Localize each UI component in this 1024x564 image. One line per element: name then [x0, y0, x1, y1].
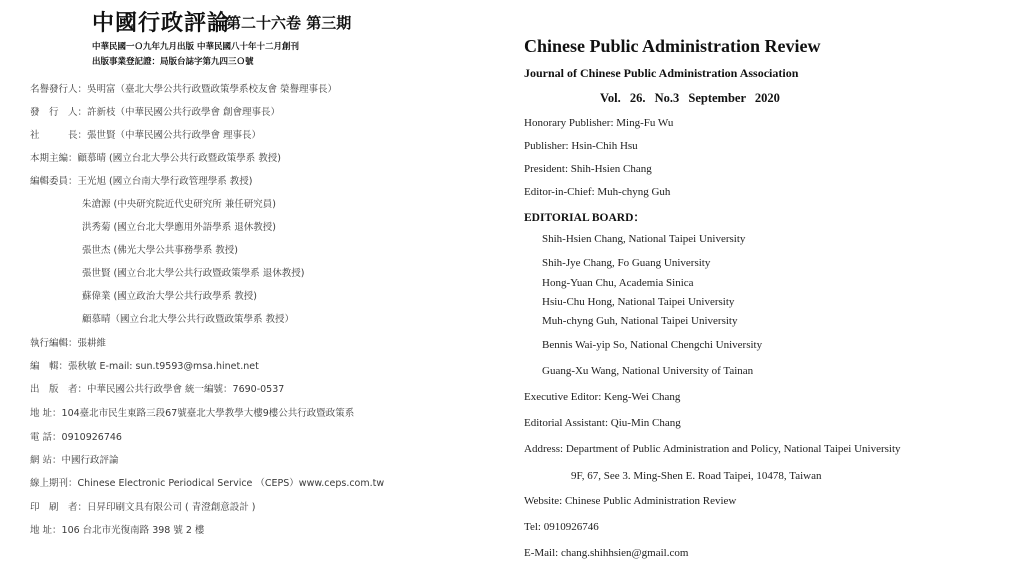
journal-title-en: Chinese Public Administration Review	[524, 36, 821, 56]
president-zh: 社 長：張世賢（中華民國公共行政學會 理事長）	[30, 130, 262, 141]
editor-zh: 編 輯：張秋敏 E-mail: sun.t9593@msa.hinet.net	[30, 361, 259, 372]
publication-date-zh: 中華民國一Ｏ九年九月出版 中華民國八十年十二月創刊	[92, 42, 299, 52]
board-member-en: Guang-Xu Wang, National University of Tainan	[542, 365, 754, 377]
board-member-zh: 張世賢 (國立台北大學公共行政暨政策學系 退休教授)	[82, 268, 305, 279]
journal-subtitle-en: Journal of Chinese Public Administration Association	[524, 66, 799, 80]
address-en: Address: Department of Public Administration and Policy, National Taipei University	[524, 443, 901, 455]
chinese-masthead	[0, 0, 470, 564]
website-en: Website: Chinese Public Administration Review	[524, 495, 737, 507]
honorary-publisher-zh: 名譽發行人：吳明富（臺北大學公共行政暨政策學系校友會 榮譽理事長）	[30, 84, 338, 95]
board-member-en: Bennis Wai-yip So, National Chengchi University	[542, 339, 763, 351]
publisher-org-zh: 出 版 者：中華民國公共行政學會 統一編號：7690-0537	[30, 384, 285, 395]
board-member-zh: 顧慕晴（國立台北大學公共行政暨政策學系 教授）	[82, 314, 295, 325]
printer-zh: 印 刷 者：日昇印刷文具有限公司 ( 青澄創意設計 )	[30, 502, 256, 513]
editorial-assistant-en: Editorial Assistant: Qiu-Min Chang	[524, 417, 681, 429]
editor-in-chief-zh: 本期主編：顧慕晴 (國立台北大學公共行政暨政策學系 教授)	[30, 153, 281, 164]
phone-en: Tel: 0910926746	[524, 521, 599, 533]
board-member-en: Hong-Yuan Chu, Academia Sinica	[542, 277, 694, 289]
honorary-publisher-en: Honorary Publisher: Ming-Fu Wu	[524, 117, 674, 129]
board-member-zh: 張世杰 (佛光大學公共事務學系 教授)	[82, 245, 238, 256]
board-member-zh: 洪秀菊 (國立台北大學應用外語學系 退休教授)	[82, 222, 276, 233]
address-line2-en: 9F, 67, See 3. Ming-Shen E. Road Taipei, 10478, Taiwan	[571, 470, 822, 482]
registration-number-zh: 出版事業登記證：局版台誌字第九四三Ｏ號	[92, 57, 254, 67]
phone-zh: 電 話：0910926746	[30, 432, 122, 443]
volume-issue-en: Vol. 26. No.3 September 2020	[600, 91, 780, 105]
board-member-zh: 蘇偉業 (國立政治大學公共行政學系 教授)	[82, 291, 257, 302]
editorial-board-heading: EDITORIAL BOARD：	[524, 212, 645, 224]
board-member-zh: 朱滄源 (中央研究院近代史研究所 兼任研究員)	[82, 199, 276, 210]
board-member-en: Hsiu-Chu Hong, National Taipei University	[542, 296, 735, 308]
website-zh: 網 站：中國行政評論	[30, 455, 119, 466]
address-zh: 地 址：104臺北市民生東路三段67號臺北大學教學大樓9樓公共行政暨政策系	[30, 408, 355, 419]
executive-editor-zh: 執行編輯：張耕維	[30, 338, 107, 349]
online-journal-zh: 線上期刊：Chinese Electronic Periodical Service （CEPS）www.ceps.com.tw	[30, 478, 385, 489]
executive-editor-en: Executive Editor: Keng-Wei Chang	[524, 391, 681, 403]
editorial-board-zh: 編輯委員：王光旭 (國立台南大學行政管理學系 教授)	[30, 176, 253, 187]
board-member-en: Shih-Jye Chang, Fo Guang University	[542, 257, 711, 269]
email-en: E-Mail: chang.shihhsien@gmail.com	[524, 547, 689, 559]
editor-in-chief-en: Editor-in-Chief: Muh-chyng Guh	[524, 186, 671, 198]
board-member-en: Muh-chyng Guh, National Taipei University	[542, 315, 738, 327]
journal-title-zh: 中國行政評論	[92, 11, 231, 36]
board-member-en: Shih-Hsien Chang, National Taipei University	[542, 233, 746, 245]
printer-address-zh: 地 址：106 台北市光復南路 398 號 2 樓	[30, 525, 205, 536]
president-en: President: Shih-Hsien Chang	[524, 163, 652, 175]
publisher-en: Publisher: Hsin-Chih Hsu	[524, 140, 638, 152]
publisher-zh: 發 行 人：許新枝（中華民國公共行政學會 創會理事長）	[30, 107, 281, 118]
issue-number-zh: 第二十六卷 第三期	[226, 14, 352, 32]
